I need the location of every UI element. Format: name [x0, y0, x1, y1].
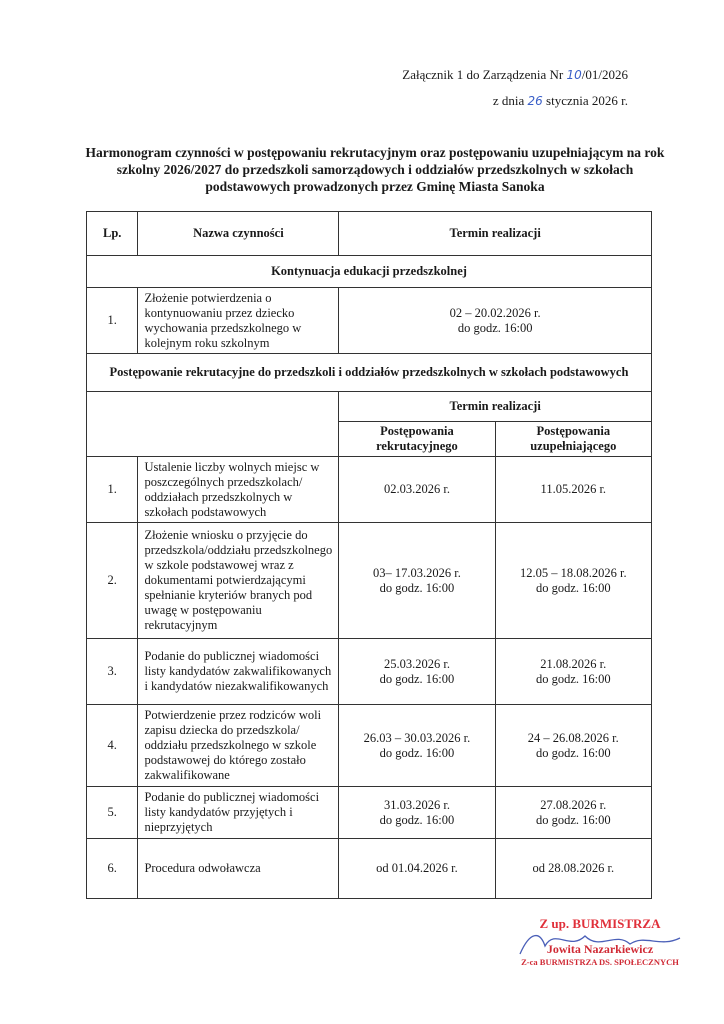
row-name: Ustalenie liczby wolnych miejsc w poszczególnych przedszkolach/ oddziałach przedszkolnych w szkołach podstawowych [138, 457, 339, 523]
row-name: Potwierdzenie przez rodziców woli zapisu dziecka do przedszkola/ oddziału przedszkolnego w szkole podstawowej do którego zostało zakwalifikowane [138, 705, 339, 787]
term-time: do godz. 16:00 [457, 320, 533, 335]
row-term-a [339, 839, 495, 899]
header-name: Nazwa czynności [138, 212, 339, 256]
signature-authority: Z up. BURMISTRZA [539, 916, 661, 931]
table-row [87, 288, 652, 354]
term-date: 11.05.2026 r. [540, 482, 607, 496]
row-term-a [339, 639, 495, 705]
row-term [339, 288, 652, 354]
attachment-label: Załącznik 1 do Zarządzenia Nr [402, 67, 567, 82]
table-row [87, 457, 652, 523]
empty-cell [87, 392, 339, 457]
term-date: 21.08.2026 r. [540, 656, 607, 671]
row-term-a [339, 705, 495, 787]
col-supplementary: Postępowania uzupełniającego [495, 422, 651, 457]
row-term-b [495, 705, 651, 787]
signature-stamp [500, 916, 700, 967]
term-date: 02 – 20.02.2026 r. [449, 305, 541, 320]
term-header: Termin realizacji [339, 392, 652, 422]
table-header-row [87, 212, 652, 256]
term-date: od 28.08.2026 r. [532, 861, 615, 875]
row-lp: 3. [87, 639, 138, 705]
term-date: od 01.04.2026 r. [376, 861, 458, 875]
term-time: do godz. 16:00 [379, 745, 455, 760]
term-time: do godz. 16:00 [379, 580, 455, 595]
row-term-a [339, 523, 495, 639]
row-name: Złożenie potwierdzenia o kontynuowaniu przez dziecko wychowania przedszkolnego w kolejnym roku szkolnym [138, 288, 339, 354]
term-time: do godz. 16:00 [535, 812, 611, 827]
row-term-b [495, 639, 651, 705]
section-title: Postępowanie rekrutacyjne do przedszkoli i oddziałów przedszkolnych w szkołach podstawowych [87, 354, 652, 392]
term-date: 31.03.2026 r. [383, 797, 450, 812]
row-lp: 2. [87, 523, 138, 639]
row-lp: 1. [87, 457, 138, 523]
term-time: do godz. 16:00 [379, 671, 455, 686]
header-lp: Lp. [87, 212, 138, 256]
table-row [87, 705, 652, 787]
table-row [87, 639, 652, 705]
row-term-b [495, 523, 651, 639]
row-name: Podanie do publicznej wiadomości listy kandydatów zakwalifikowanych i kandydatów niezakwalifikowanych [138, 639, 339, 705]
col-recruitment: Postępowania rekrutacyjnego [339, 422, 495, 457]
term-date: 27.08.2026 r. [540, 797, 607, 812]
handwritten-day: 26 [527, 94, 543, 108]
document-title: Harmonogram czynności w postępowaniu rekrutacyjnym oraz postępowaniu uzupełniającym na rok szkolny 2026/2027 do przedszkoli samorządowych i oddziałów przedszkolnych w szkołach podstawowych prowadzonych przez Gminę Miasta Sanoka [85, 145, 665, 194]
row-lp: 5. [87, 787, 138, 839]
term-date: 26.03 – 30.03.2026 r. [363, 730, 471, 745]
table-row [87, 839, 652, 899]
term-date: 03– 17.03.2026 r. [373, 565, 461, 580]
term-time: do godz. 16:00 [535, 745, 611, 760]
attachment-date [493, 93, 628, 109]
row-term-b [495, 787, 651, 839]
table-row [87, 523, 652, 639]
date-prefix: z dnia [492, 93, 528, 108]
row-term-b [495, 839, 651, 899]
term-time: do godz. 16:00 [379, 812, 455, 827]
schedule-table [86, 211, 652, 899]
row-term-a [339, 787, 495, 839]
attachment-reference [402, 67, 628, 83]
row-lp: 6. [87, 839, 138, 899]
term-time: do godz. 16:00 [535, 671, 611, 686]
term-date: 02.03.2026 r. [383, 482, 450, 496]
row-term-b [495, 457, 651, 523]
row-name: Procedura odwoławcza [138, 839, 339, 899]
table-row [87, 787, 652, 839]
sub-header-row [87, 392, 652, 422]
row-name: Złożenie wniosku o przyjęcie do przedszkola/oddziału przedszkolnego w szkole podstawowej wraz z dokumentami potwierdzającymi spełnianie kryteriów branych pod uwagę w postępowaniu rekrutacyjnym [138, 523, 339, 639]
section-title: Kontynuacja edukacji przedszkolnej [87, 256, 652, 288]
term-date: 12.05 – 18.08.2026 r. [519, 565, 627, 580]
signature-role: Z-ca BURMISTRZA DS. SPOŁECZNYCH [521, 957, 679, 967]
term-date: 24 – 26.08.2026 r. [527, 730, 619, 745]
term-date: 25.03.2026 r. [383, 656, 450, 671]
row-term-a [339, 457, 495, 523]
row-lp: 4. [87, 705, 138, 787]
row-name: Podanie do publicznej wiadomości listy kandydatów przyjętych i nieprzyjętych [138, 787, 339, 839]
header-term: Termin realizacji [339, 212, 652, 256]
date-suffix: stycznia 2026 r. [542, 93, 628, 108]
row-lp: 1. [87, 288, 138, 354]
signature-name: Jowita Nazarkiewicz [546, 942, 654, 956]
attachment-suffix: /01/2026 [581, 67, 628, 82]
handwritten-number: 10 [566, 68, 582, 82]
term-time: do godz. 16:00 [535, 580, 611, 595]
